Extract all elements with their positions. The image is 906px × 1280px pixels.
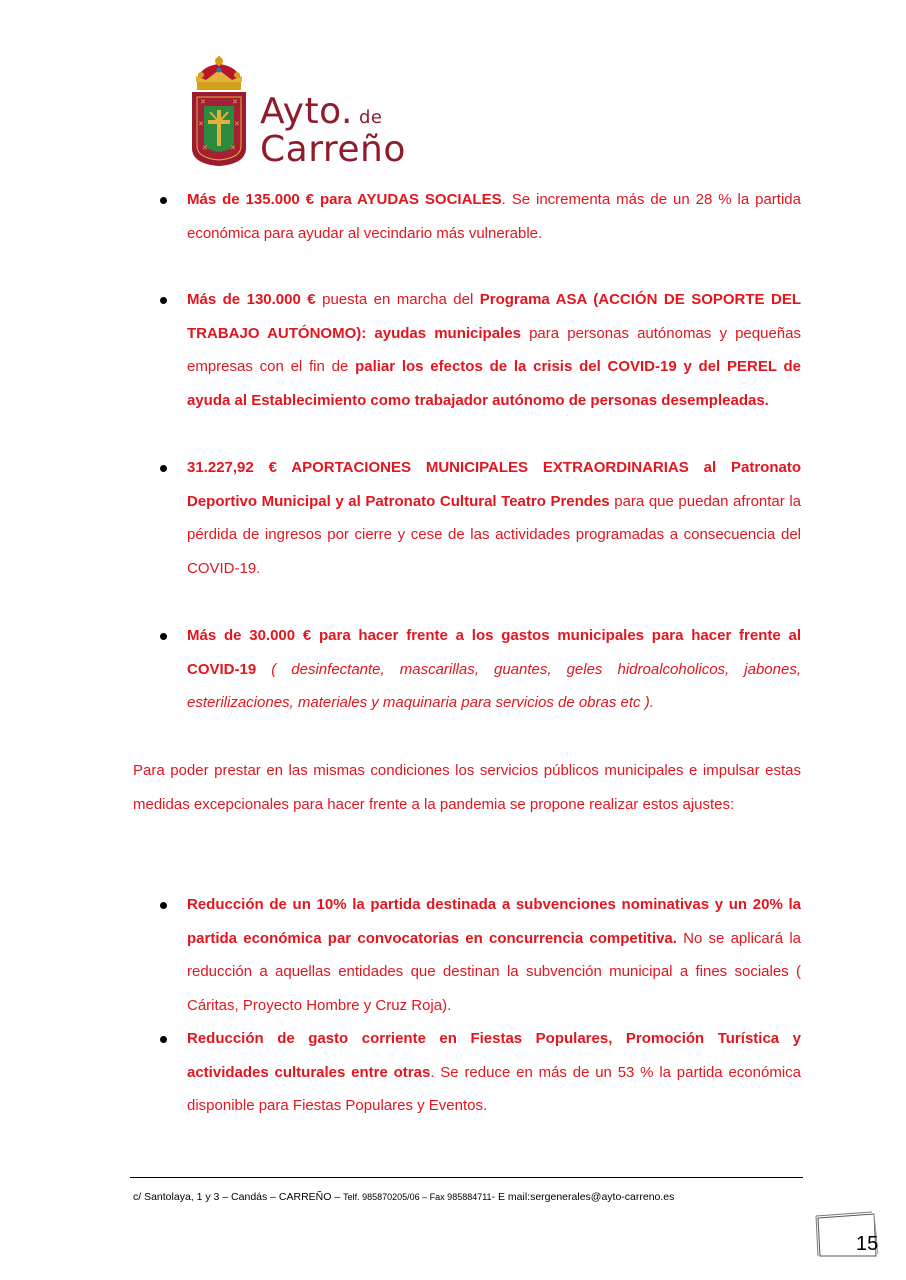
bullet-bold: paliar los efectos de la crisis del COVID-19 y del PEREL de ayuda al Establecimiento como trabajador autónomo de personas desempleadas. xyxy=(187,358,801,409)
bullet-item-gastos-covid xyxy=(187,619,801,720)
coat-of-arms-icon xyxy=(188,56,250,168)
brand-ayto: Ayto. xyxy=(260,91,353,132)
bullet-text: . Se incrementa más de un 28 % la partida económica para ayudar al vecindario más vulnerable. xyxy=(187,191,801,242)
municipal-logo xyxy=(188,56,406,171)
bullet-dot xyxy=(160,297,167,304)
footer-divider xyxy=(130,1177,803,1178)
svg-text:✕: ✕ xyxy=(230,144,236,152)
bullet-bold: Reducción de un 10% la partida destinada a subvenciones nominativas y un 20% la partida económica par convocatorias en concurrencia competitiva. xyxy=(187,896,801,947)
bullet-item-ayudas-sociales xyxy=(187,183,801,250)
bullet-bold: Programa ASA (ACCIÓN DE SOPORTE DEL TRABAJO AUTÓNOMO): ayudas municipales xyxy=(187,291,802,342)
intro-paragraph: Para poder prestar en las mismas condiciones los servicios públicos municipales e impulsar estas medidas excepcionales para hacer frente a la pandemia se propone realizar estos ajustes: xyxy=(133,762,801,813)
bullet-bold: Reducción de gasto corriente en Fiestas Populares, Promoción Turística y actividades culturales entre otras xyxy=(187,1030,801,1081)
bullet-dot xyxy=(160,633,167,640)
footer-street: c/ Santolaya, 1 y 3 – Candás – CARREÑO – xyxy=(133,1191,344,1203)
bullet-dot xyxy=(160,465,167,472)
bullet-dot xyxy=(160,197,167,204)
footer-email: - E mail:sergenerales@ayto-carreno.es xyxy=(491,1191,675,1203)
svg-text:✕: ✕ xyxy=(234,120,240,128)
brand-name-line1 xyxy=(260,91,383,132)
bullet-dot xyxy=(160,902,167,909)
bullet-text: No se aplicará la reducción a aquellas entidades que destinan la subvención municipal a fines sociales ( Cáritas, Proyecto Hombre y Cruz Roja). xyxy=(187,929,801,1014)
svg-text:✕: ✕ xyxy=(232,98,238,106)
svg-text:✕: ✕ xyxy=(202,144,208,152)
bullet-text: . Se reduce en más de un 53 % la partida económica disponible para Fiestas Populares y Eventos. xyxy=(187,1063,801,1114)
page-number: 15 xyxy=(856,1233,879,1255)
svg-text:✕: ✕ xyxy=(198,120,204,128)
bullet-text: puesta en marcha del xyxy=(315,291,480,308)
footer-phone: Telf. 985870205/06 – Fax 985884711 xyxy=(343,1192,492,1202)
footer-address xyxy=(133,1191,674,1203)
bullet-bold: Más de 30.000 € para hacer frente a los gastos municipales para hacer frente al COVID-19 xyxy=(187,627,801,678)
svg-text:✕: ✕ xyxy=(200,98,206,106)
bullet-item-aportaciones xyxy=(187,451,801,585)
bullet-text: para personas autónomas y pequeñas empresas con el fin de xyxy=(187,324,801,375)
bullet-dot xyxy=(160,1036,167,1043)
brand-name-line2: Carreño xyxy=(260,129,406,170)
bullet-item-reduccion-subvenciones xyxy=(187,888,801,1022)
brand-de: de xyxy=(358,107,383,128)
bullet-item-reduccion-gasto xyxy=(187,1022,801,1123)
bullet-bold: Más de 130.000 € xyxy=(187,291,316,308)
bullet-item-programa-asa xyxy=(187,283,801,417)
bullet-bold: 31.227,92 € APORTACIONES MUNICIPALES EXTRAORDINARIAS al Patronato Deportivo Municipal y al Patronato Cultural Teatro Prendes xyxy=(187,459,801,510)
bullet-bold: Más de 135.000 € para AYUDAS SOCIALES xyxy=(187,191,502,208)
bullet-text: para que puedan afrontar la pérdida de ingresos por cierre y cese de las actividades programadas a consecuencia del COVID-19. xyxy=(187,492,802,577)
bullet-italic: ( desinfectante, mascarillas, guantes, geles hidroalcoholicos, jabones, esterilizaciones, materiales y maquinaria para servicios de obras etc ). xyxy=(187,660,801,711)
